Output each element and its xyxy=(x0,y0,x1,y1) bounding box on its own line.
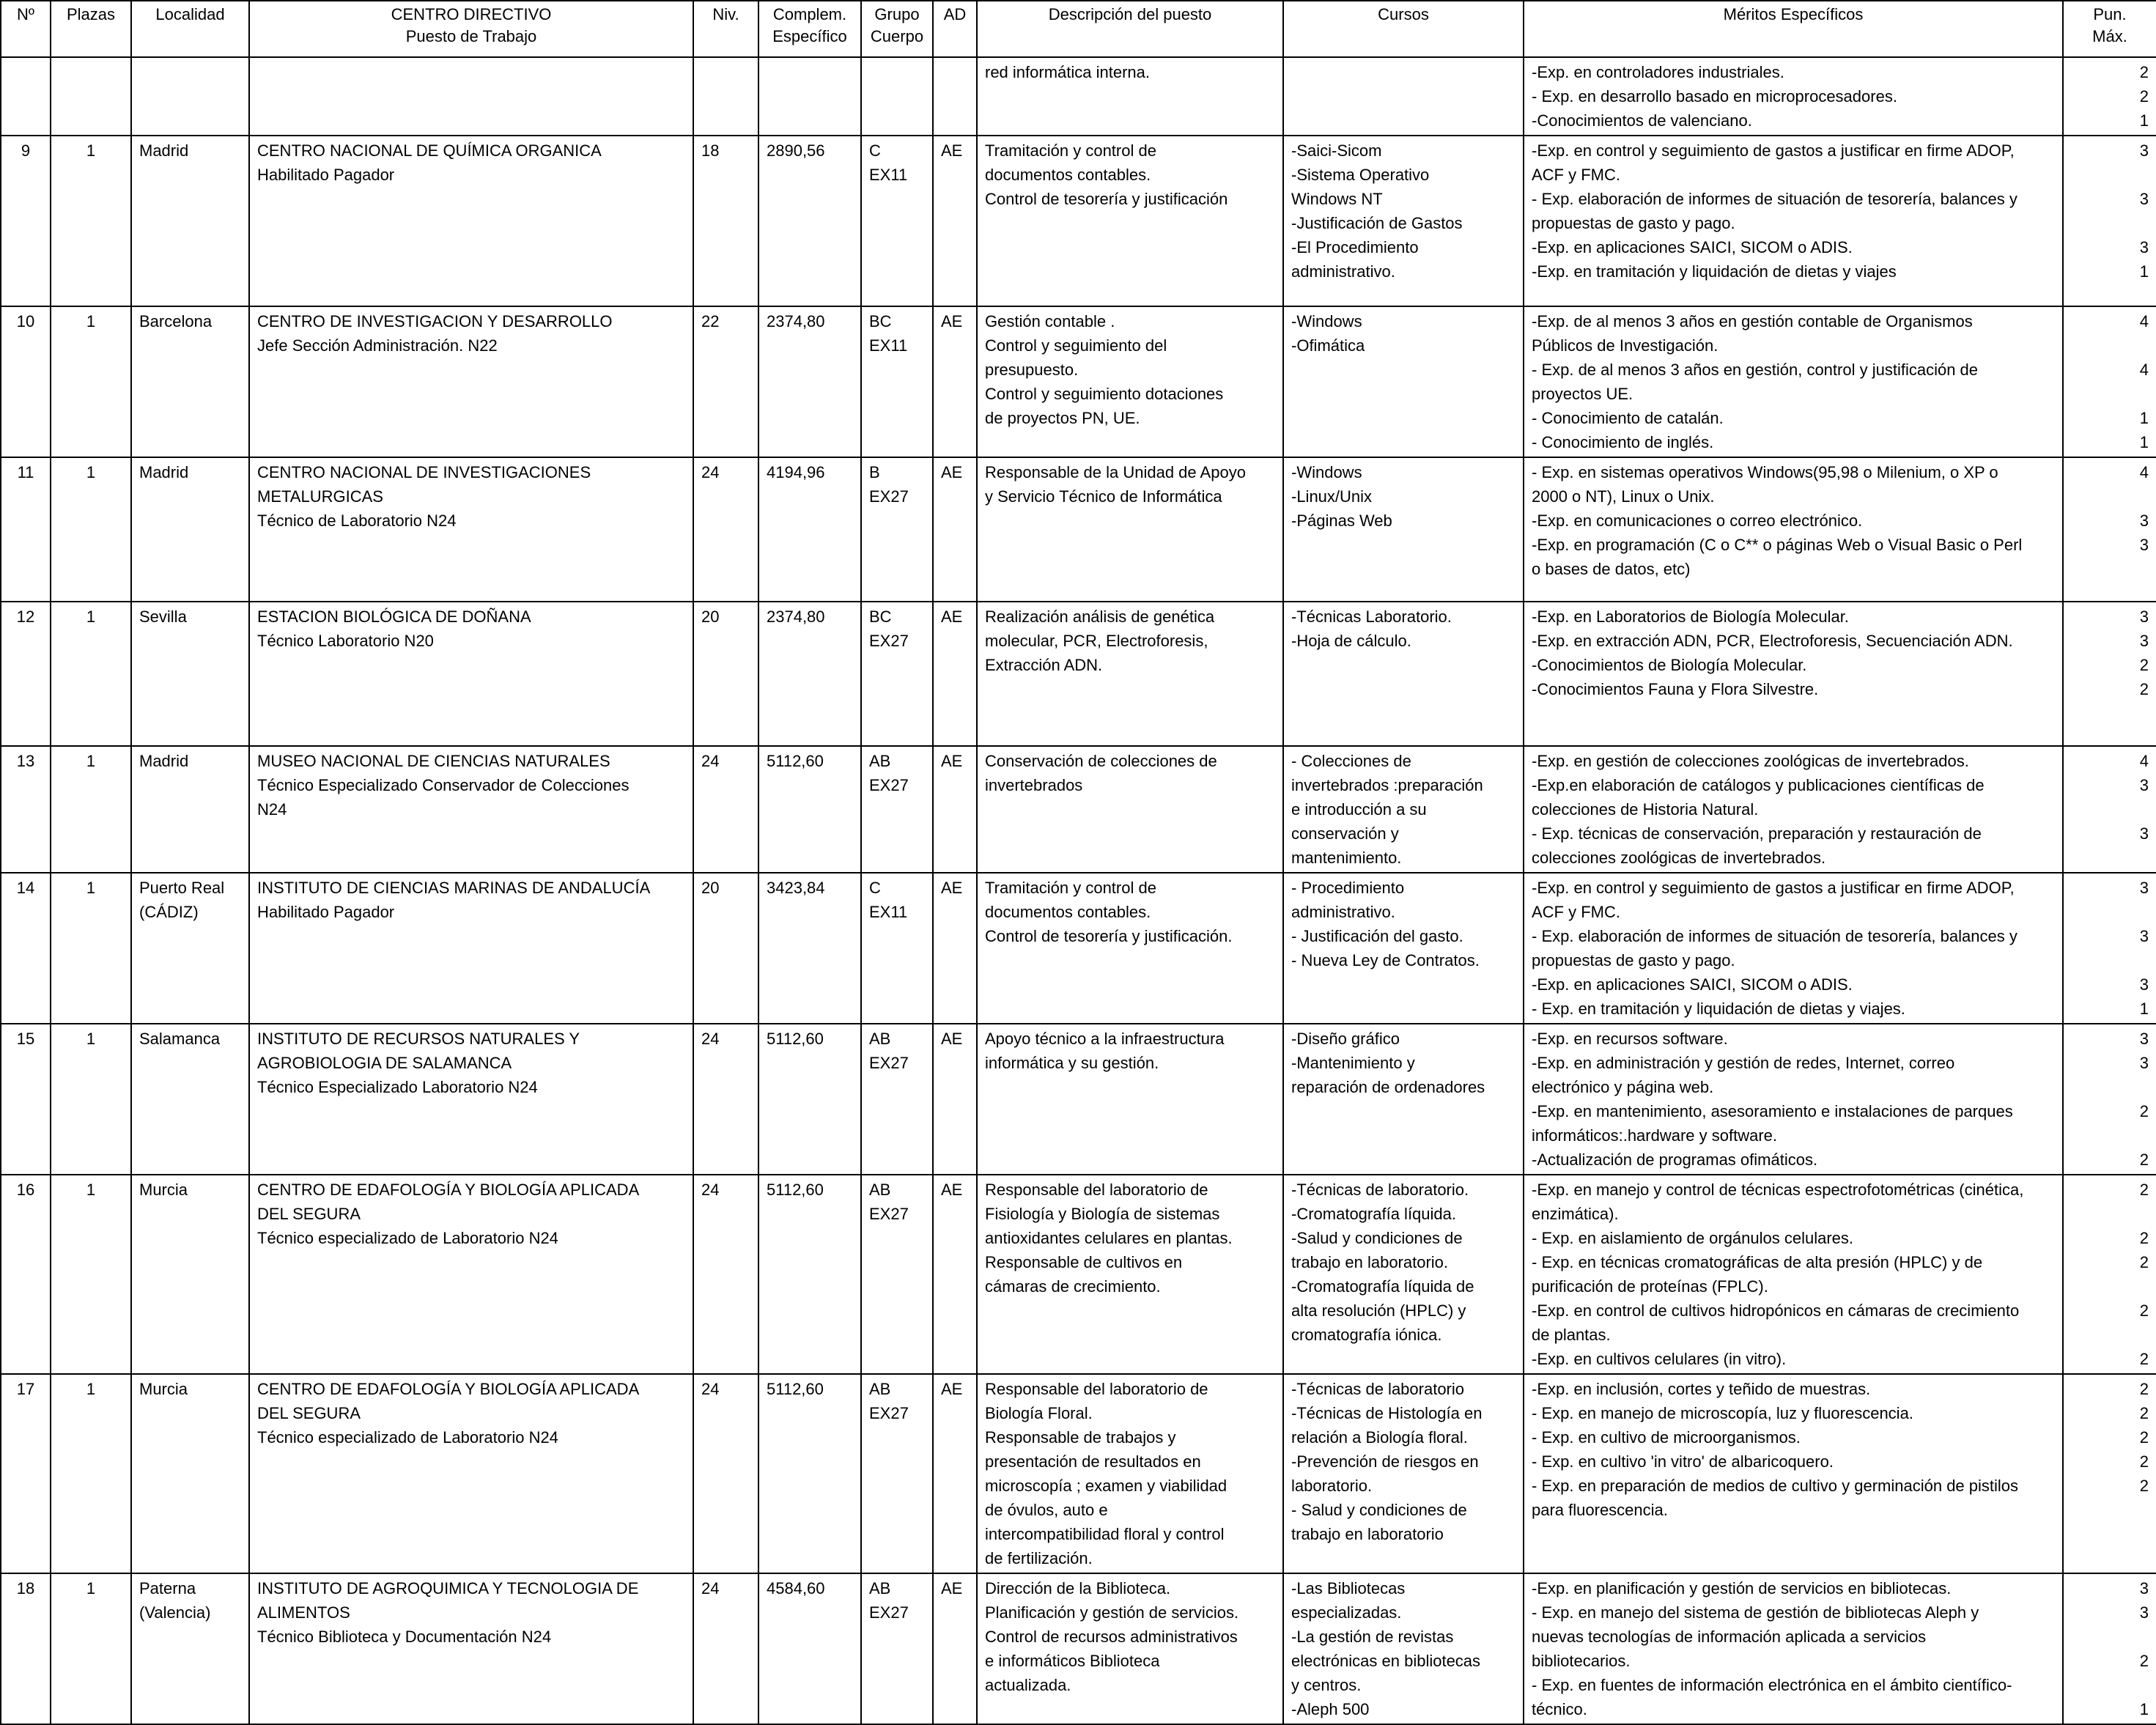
cell-cursos: -Las Bibliotecas especializadas. -La gestión de revistas electrónicas en bibliotecas y centros. -Aleph 500 xyxy=(1283,1573,1524,1724)
cell-grupo: AB EX27 xyxy=(861,1175,933,1374)
cell-niv xyxy=(693,57,758,136)
cell-complem: 4584,60 xyxy=(758,1573,861,1724)
cell-puntos: 2 2 1 xyxy=(2063,57,2156,136)
cell-localidad: Salamanca xyxy=(131,1024,249,1175)
cell-complem xyxy=(758,57,861,136)
cell-plazas: 1 xyxy=(51,1573,131,1724)
header-meritos: Méritos Específicos xyxy=(1524,1,2063,57)
cell-plazas: 1 xyxy=(51,873,131,1024)
header-complem: Complem. Específico xyxy=(758,1,861,57)
cell-complem: 5112,60 xyxy=(758,1374,861,1573)
cell-puntos: 4 3 3 xyxy=(2063,746,2156,873)
puesto-trabajo: Técnico Laboratorio N20 xyxy=(257,632,434,650)
cell-ad: AE xyxy=(933,1573,977,1724)
cell-puntos: 3 3 2 2 xyxy=(2063,602,2156,746)
cell-meritos: -Exp. de al menos 3 años en gestión contable de Organismos Públicos de Investigación. - Exp. de al menos 3 años en gestión, control y justificación de proyectos UE. - Conocimiento de catalán. - Conocimiento de inglés. xyxy=(1524,306,2063,457)
cell-complem: 2374,80 xyxy=(758,602,861,746)
centro-directivo: INSTITUTO DE CIENCIAS MARINAS DE ANDALUCÍA xyxy=(257,879,651,897)
cell-grupo: BC EX11 xyxy=(861,306,933,457)
cell-puntos: 2 2 2 2 2 xyxy=(2063,1374,2156,1573)
cell-descripcion: Responsable del laboratorio de Fisiología y Biología de sistemas antioxidantes celulares en plantas. Responsable de cultivos en cámaras de crecimiento. xyxy=(977,1175,1283,1374)
cell-niv: 24 xyxy=(693,1573,758,1724)
cell-complem: 2890,56 xyxy=(758,136,861,306)
cell-ad: AE xyxy=(933,873,977,1024)
cell-localidad: Madrid xyxy=(131,746,249,873)
header-centro: CENTRO DIRECTIVO Puesto de Trabajo xyxy=(249,1,693,57)
cell-grupo: C EX11 xyxy=(861,873,933,1024)
cell-complem: 5112,60 xyxy=(758,746,861,873)
cell-puntos: 3 3 3 1 xyxy=(2063,873,2156,1024)
cell-grupo xyxy=(861,57,933,136)
cell-plazas: 1 xyxy=(51,1374,131,1573)
cell-grupo: AB EX27 xyxy=(861,1024,933,1175)
cell-niv: 24 xyxy=(693,1374,758,1573)
table-row xyxy=(1,1024,2156,1175)
cell-plazas: 1 xyxy=(51,602,131,746)
header-descripcion: Descripción del puesto xyxy=(977,1,1283,57)
puesto-trabajo: Técnico Especializado Conservador de Colecciones N24 xyxy=(257,776,630,819)
header-niv: Niv. xyxy=(693,1,758,57)
cell-n: 9 xyxy=(1,136,51,306)
cell-descripcion: Responsable del laboratorio de Biología Floral. Responsable de trabajos y presentación de resultados en microscopía ; examen y viabilidad de óvulos, auto e intercompatibilidad floral y control de fertilización. xyxy=(977,1374,1283,1573)
cell-puntos: 3 3 3 1 xyxy=(2063,136,2156,306)
cell-centro xyxy=(249,1175,693,1374)
header-plazas: Plazas xyxy=(51,1,131,57)
cell-localidad: Paterna (Valencia) xyxy=(131,1573,249,1724)
cell-niv: 20 xyxy=(693,873,758,1024)
cell-descripcion: Gestión contable . Control y seguimiento del presupuesto. Control y seguimiento dotaciones de proyectos PN, UE. xyxy=(977,306,1283,457)
cell-niv: 24 xyxy=(693,457,758,602)
centro-directivo: CENTRO DE INVESTIGACION Y DESARROLLO xyxy=(257,312,613,330)
centro-directivo: MUSEO NACIONAL DE CIENCIAS NATURALES xyxy=(257,752,610,770)
cell-n: 12 xyxy=(1,602,51,746)
cell-plazas xyxy=(51,57,131,136)
puesto-trabajo: Jefe Sección Administración. N22 xyxy=(257,336,498,355)
cell-cursos: - Procedimiento administrativo. - Justificación del gasto. - Nueva Ley de Contratos. xyxy=(1283,873,1524,1024)
centro-directivo: INSTITUTO DE AGROQUIMICA Y TECNOLOGIA DE ALIMENTOS xyxy=(257,1579,639,1622)
cell-cursos: -Windows -Linux/Unix -Páginas Web xyxy=(1283,457,1524,602)
cell-descripcion: Responsable de la Unidad de Apoyo y Servicio Técnico de Informática xyxy=(977,457,1283,602)
cell-centro xyxy=(249,1573,693,1724)
header-localidad: Localidad xyxy=(131,1,249,57)
cell-n: 10 xyxy=(1,306,51,457)
cell-plazas: 1 xyxy=(51,1024,131,1175)
table-row xyxy=(1,306,2156,457)
table-row xyxy=(1,1374,2156,1573)
cell-cursos: -Técnicas de laboratorio. -Cromatografía líquida. -Salud y condiciones de trabajo en laboratorio. -Cromatografía líquida de alta resolución (HPLC) y cromatografía iónica. xyxy=(1283,1175,1524,1374)
header-n: Nº xyxy=(1,1,51,57)
cell-puntos: 4 3 3 xyxy=(2063,457,2156,602)
cell-descripcion: Apoyo técnico a la infraestructura informática y su gestión. xyxy=(977,1024,1283,1175)
puesto-trabajo: Habilitado Pagador xyxy=(257,166,395,184)
cell-meritos: -Exp. en recursos software. -Exp. en administración y gestión de redes, Internet, correo electrónico y página web. -Exp. en mantenimiento, asesoramiento e instalaciones de parques informáticos:.hardware y software. -Actualización de programas ofimáticos. xyxy=(1524,1024,2063,1175)
header-cursos: Cursos xyxy=(1283,1,1524,57)
cell-grupo: C EX11 xyxy=(861,136,933,306)
cell-n: 13 xyxy=(1,746,51,873)
header-row xyxy=(1,1,2156,57)
cell-descripcion: Conservación de colecciones de invertebrados xyxy=(977,746,1283,873)
cell-cursos: - Colecciones de invertebrados :preparación e introducción a su conservación y mantenimiento. xyxy=(1283,746,1524,873)
table-row xyxy=(1,602,2156,746)
cell-localidad: Madrid xyxy=(131,136,249,306)
cell-localidad: Madrid xyxy=(131,457,249,602)
puesto-trabajo: Técnico Biblioteca y Documentación N24 xyxy=(257,1628,552,1646)
cell-niv: 24 xyxy=(693,1024,758,1175)
cell-meritos: -Exp. en controladores industriales. - Exp. en desarrollo basado en microprocesadores. -Conocimientos de valenciano. xyxy=(1524,57,2063,136)
cell-complem: 4194,96 xyxy=(758,457,861,602)
puesto-trabajo: Técnico Especializado Laboratorio N24 xyxy=(257,1078,538,1096)
cell-niv: 24 xyxy=(693,1175,758,1374)
cell-meritos: -Exp. en planificación y gestión de servicios en bibliotecas. - Exp. en manejo del sistema de gestión de bibliotecas Aleph y nuevas tecnologías de información aplicada a servicios bibliotecarios. - Exp. en fuentes de información electrónica en el ámbito científico- técnico. xyxy=(1524,1573,2063,1724)
cell-puntos: 3 3 2 1 xyxy=(2063,1573,2156,1724)
cell-n: 15 xyxy=(1,1024,51,1175)
cell-ad: AE xyxy=(933,602,977,746)
cell-cursos: -Windows -Ofimática xyxy=(1283,306,1524,457)
centro-directivo: INSTITUTO DE RECURSOS NATURALES Y AGROBIOLOGIA DE SALAMANCA xyxy=(257,1030,580,1072)
cell-meritos: -Exp. en inclusión, cortes y teñido de muestras. - Exp. en manejo de microscopía, luz y fluorescencia. - Exp. en cultivo de microorganismos. - Exp. en cultivo 'in vitro' de albaricoquero. - Exp. en preparación de medios de cultivo y germinación de pistilos para fluorescencia. xyxy=(1524,1374,2063,1573)
cell-ad xyxy=(933,57,977,136)
table-row xyxy=(1,1175,2156,1374)
cell-localidad: Murcia xyxy=(131,1175,249,1374)
cell-cursos xyxy=(1283,57,1524,136)
cell-complem: 3423,84 xyxy=(758,873,861,1024)
puesto-trabajo: Técnico de Laboratorio N24 xyxy=(257,511,457,530)
cell-ad: AE xyxy=(933,306,977,457)
centro-directivo: ESTACION BIOLÓGICA DE DOÑANA xyxy=(257,607,531,626)
cell-meritos: -Exp. en manejo y control de técnicas espectrofotométricas (cinética, enzimática). - Exp. en aislamiento de orgánulos celulares. - Exp. en técnicas cromatográficas de alta presión (HPLC) y de purificación de proteínas (FPLC). -Exp. en control de cultivos hidropónicos en cámaras de crecimiento de plantas. -Exp. en cultivos celulares (in vitro). xyxy=(1524,1175,2063,1374)
cell-centro xyxy=(249,457,693,602)
cell-grupo: AB EX27 xyxy=(861,1573,933,1724)
table-row xyxy=(1,136,2156,306)
table-row xyxy=(1,746,2156,873)
header-grupo: Grupo Cuerpo xyxy=(861,1,933,57)
cell-puntos: 2 2 2 2 2 xyxy=(2063,1175,2156,1374)
cell-localidad xyxy=(131,57,249,136)
cell-complem: 5112,60 xyxy=(758,1175,861,1374)
cell-meritos: -Exp. en control y seguimiento de gastos a justificar en firme ADOP, ACF y FMC. - Exp. elaboración de informes de situación de tesorería, balances y propuestas de gasto y pago. -Exp. en aplicaciones SAICI, SICOM o ADIS. - Exp. en tramitación y liquidación de dietas y viajes. xyxy=(1524,873,2063,1024)
cell-puntos: 4 4 1 1 xyxy=(2063,306,2156,457)
cell-grupo: AB EX27 xyxy=(861,746,933,873)
cell-ad: AE xyxy=(933,746,977,873)
centro-directivo: CENTRO NACIONAL DE QUÍMICA ORGANICA xyxy=(257,141,602,160)
cell-ad: AE xyxy=(933,1374,977,1573)
cell-n: 18 xyxy=(1,1573,51,1724)
header-puntos: Pun. Máx. xyxy=(2063,1,2156,57)
cell-n xyxy=(1,57,51,136)
cell-localidad: Puerto Real (CÁDIZ) xyxy=(131,873,249,1024)
cell-cursos: -Saici-Sicom -Sistema Operativo Windows NT -Justificación de Gastos -El Procedimiento administrativo. xyxy=(1283,136,1524,306)
cell-cursos: -Técnicas Laboratorio. -Hoja de cálculo. xyxy=(1283,602,1524,746)
cell-plazas: 1 xyxy=(51,746,131,873)
cell-grupo: B EX27 xyxy=(861,457,933,602)
cell-ad: AE xyxy=(933,136,977,306)
puesto-trabajo: Habilitado Pagador xyxy=(257,903,395,921)
cell-n: 17 xyxy=(1,1374,51,1573)
cell-niv: 22 xyxy=(693,306,758,457)
header-ad: AD xyxy=(933,1,977,57)
cell-meritos: -Exp. en Laboratorios de Biología Molecular. -Exp. en extracción ADN, PCR, Electroforesis, Secuenciación ADN. -Conocimientos de Biología Molecular. -Conocimientos Fauna y Flora Silvestre. xyxy=(1524,602,2063,746)
cell-n: 16 xyxy=(1,1175,51,1374)
cell-complem: 2374,80 xyxy=(758,306,861,457)
cell-complem: 5112,60 xyxy=(758,1024,861,1175)
cell-niv: 24 xyxy=(693,746,758,873)
cell-centro xyxy=(249,306,693,457)
cell-centro xyxy=(249,57,693,136)
centro-directivo: CENTRO NACIONAL DE INVESTIGACIONES METALURGICAS xyxy=(257,463,591,506)
cell-n: 14 xyxy=(1,873,51,1024)
cell-descripcion: Tramitación y control de documentos contables. Control de tesorería y justificación. xyxy=(977,873,1283,1024)
cell-niv: 18 xyxy=(693,136,758,306)
cell-centro xyxy=(249,873,693,1024)
cell-centro xyxy=(249,746,693,873)
cell-cursos: -Técnicas de laboratorio -Técnicas de Histología en relación a Biología floral. -Prevención de riesgos en laboratorio. - Salud y condiciones de trabajo en laboratorio xyxy=(1283,1374,1524,1573)
puesto-trabajo: Técnico especializado de Laboratorio N24 xyxy=(257,1229,558,1247)
cell-ad: AE xyxy=(933,457,977,602)
cell-localidad: Barcelona xyxy=(131,306,249,457)
cell-n: 11 xyxy=(1,457,51,602)
cell-localidad: Murcia xyxy=(131,1374,249,1573)
cell-centro xyxy=(249,1024,693,1175)
cell-meritos: -Exp. en control y seguimiento de gastos a justificar en firme ADOP, ACF y FMC. - Exp. elaboración de informes de situación de tesorería, balances y propuestas de gasto y pago. -Exp. en aplicaciones SAICI, SICOM o ADIS. -Exp. en tramitación y liquidación de dietas y viajes xyxy=(1524,136,2063,306)
cell-centro xyxy=(249,602,693,746)
table-row xyxy=(1,1573,2156,1724)
cell-descripcion: red informática interna. xyxy=(977,57,1283,136)
cell-descripcion: Dirección de la Biblioteca. Planificación y gestión de servicios. Control de recursos administrativos e informáticos Biblioteca actualizada. xyxy=(977,1573,1283,1724)
cell-plazas: 1 xyxy=(51,457,131,602)
puesto-trabajo: Técnico especializado de Laboratorio N24 xyxy=(257,1428,558,1447)
table-row xyxy=(1,873,2156,1024)
cell-puntos: 3 3 2 2 xyxy=(2063,1024,2156,1175)
centro-directivo: CENTRO DE EDAFOLOGÍA Y BIOLOGÍA APLICADA DEL SEGURA xyxy=(257,1181,640,1223)
cell-centro xyxy=(249,1374,693,1573)
cell-localidad: Sevilla xyxy=(131,602,249,746)
cell-niv: 20 xyxy=(693,602,758,746)
cell-cursos: -Diseño gráfico -Mantenimiento y reparación de ordenadores xyxy=(1283,1024,1524,1175)
cell-grupo: BC EX27 xyxy=(861,602,933,746)
cell-descripcion: Realización análisis de genética molecular, PCR, Electroforesis, Extracción ADN. xyxy=(977,602,1283,746)
cell-plazas: 1 xyxy=(51,1175,131,1374)
cell-ad: AE xyxy=(933,1024,977,1175)
cell-grupo: AB EX27 xyxy=(861,1374,933,1573)
cell-plazas: 1 xyxy=(51,306,131,457)
continuation-row xyxy=(1,57,2156,136)
cell-descripcion: Tramitación y control de documentos contables. Control de tesorería y justificación xyxy=(977,136,1283,306)
cell-plazas: 1 xyxy=(51,136,131,306)
cell-meritos: - Exp. en sistemas operativos Windows(95,98 o Milenium, o XP o 2000 o NT), Linux o Unix. -Exp. en comunicaciones o correo electrónico. -Exp. en programación (C o C** o páginas Web o Visual Basic o Perl o bases de datos, etc) xyxy=(1524,457,2063,602)
cell-ad: AE xyxy=(933,1175,977,1374)
cell-meritos: -Exp. en gestión de colecciones zoológicas de invertebrados. -Exp.en elaboración de catálogos y publicaciones científicas de colecciones de Historia Natural. - Exp. técnicas de conservación, preparación y restauración de colecciones zoológicas de invertebrados. xyxy=(1524,746,2063,873)
centro-directivo: CENTRO DE EDAFOLOGÍA Y BIOLOGÍA APLICADA DEL SEGURA xyxy=(257,1380,640,1422)
cell-centro xyxy=(249,136,693,306)
table-row xyxy=(1,457,2156,602)
